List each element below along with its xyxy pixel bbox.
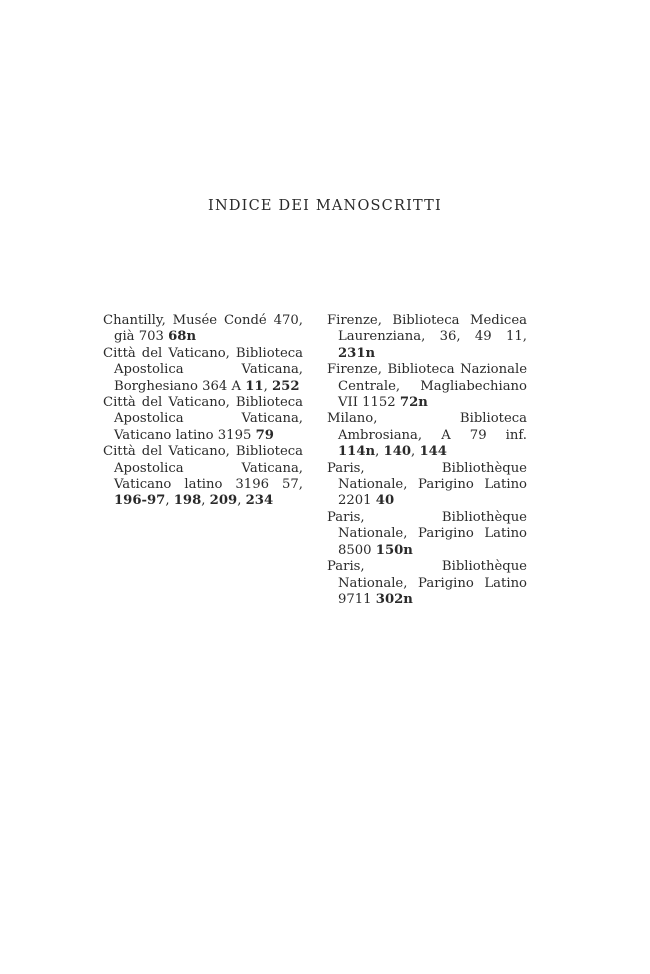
page-ref: 231n xyxy=(338,345,376,361)
page-ref: 79 xyxy=(255,427,274,443)
manuscript-name: Città del Vaticano, Biblioteca Apostolica Vaticana, Vaticano latino 3196 xyxy=(103,444,303,493)
manuscript-name: Milano, Biblioteca Ambrosiana, A 79 inf. xyxy=(327,411,527,443)
index-entry xyxy=(327,510,527,559)
page-ref: 11 xyxy=(245,378,264,394)
index-column-left xyxy=(103,313,303,510)
index-entry xyxy=(103,395,303,444)
index-entry xyxy=(103,313,303,346)
manuscript-name: Città del Vaticano, Biblioteca Apostolica Vaticana, Vaticano latino 3195 xyxy=(103,395,303,443)
page-ref: 40 xyxy=(375,493,395,509)
page-title: INDICE DEI MANOSCRITTI xyxy=(208,198,442,214)
index-entry: Città del Vaticano, Biblioteca Apostolica Vaticana, Borghesiano 364 A 11, 252 xyxy=(103,345,303,394)
page-ref: 198 xyxy=(173,493,202,509)
manuscript-name: Chantilly, Musée Condé 470, già 703 xyxy=(103,313,303,345)
page-ref: 234 xyxy=(245,493,274,509)
index-entry xyxy=(327,362,527,411)
page-ref: 114n xyxy=(338,444,376,460)
manuscript-name: Città del Vaticano, Biblioteca Apostolica Vaticana, Borghesiano 364 A xyxy=(103,345,303,394)
index-entry xyxy=(327,461,527,510)
page-ref: 196-97 xyxy=(114,493,166,509)
page-ref: 140 xyxy=(383,444,412,460)
manuscript-name: Paris, Bibliothèque Nationale, Parigino Latino 8500 xyxy=(327,509,527,558)
page-ref: 68n xyxy=(168,329,197,345)
index-entry: Milano, Biblioteca Ambrosiana, A 79 inf. 114n, 140, 144 xyxy=(327,411,527,460)
page-ref: 150n xyxy=(375,542,413,558)
manuscript-name: Paris, Bibliothèque Nationale, Parigino Latino 2201 xyxy=(327,460,527,509)
page-ref: 144 xyxy=(419,444,447,460)
index-column-right xyxy=(327,313,527,608)
manuscript-name: Paris, Bibliothèque Nationale, Parigino Latino 9711 xyxy=(327,559,527,607)
index-entry: Firenze, Biblioteca Medicea Laurenziana, 36, 49 11, 231n xyxy=(327,313,527,361)
index-entry: Città del Vaticano, Biblioteca Apostolica Vaticana, Vaticano latino 3196 57, 196-97, 198, 209, 234 xyxy=(103,444,303,509)
manuscript-name: Firenze, Biblioteca Nazionale Centrale, Magliabechiano VII 1152 xyxy=(327,362,527,411)
manuscript-name: Firenze, Biblioteca Medicea Laurenziana, 36, 49 xyxy=(327,313,527,345)
page-ref: 252 xyxy=(272,378,300,394)
page-ref: 72n xyxy=(399,395,428,411)
page-ref: 302n xyxy=(375,591,413,607)
page-ref: 209 xyxy=(209,493,238,509)
page-ref: 11 xyxy=(506,329,523,345)
page-ref: 57 xyxy=(282,477,299,493)
index-entry xyxy=(327,559,527,608)
